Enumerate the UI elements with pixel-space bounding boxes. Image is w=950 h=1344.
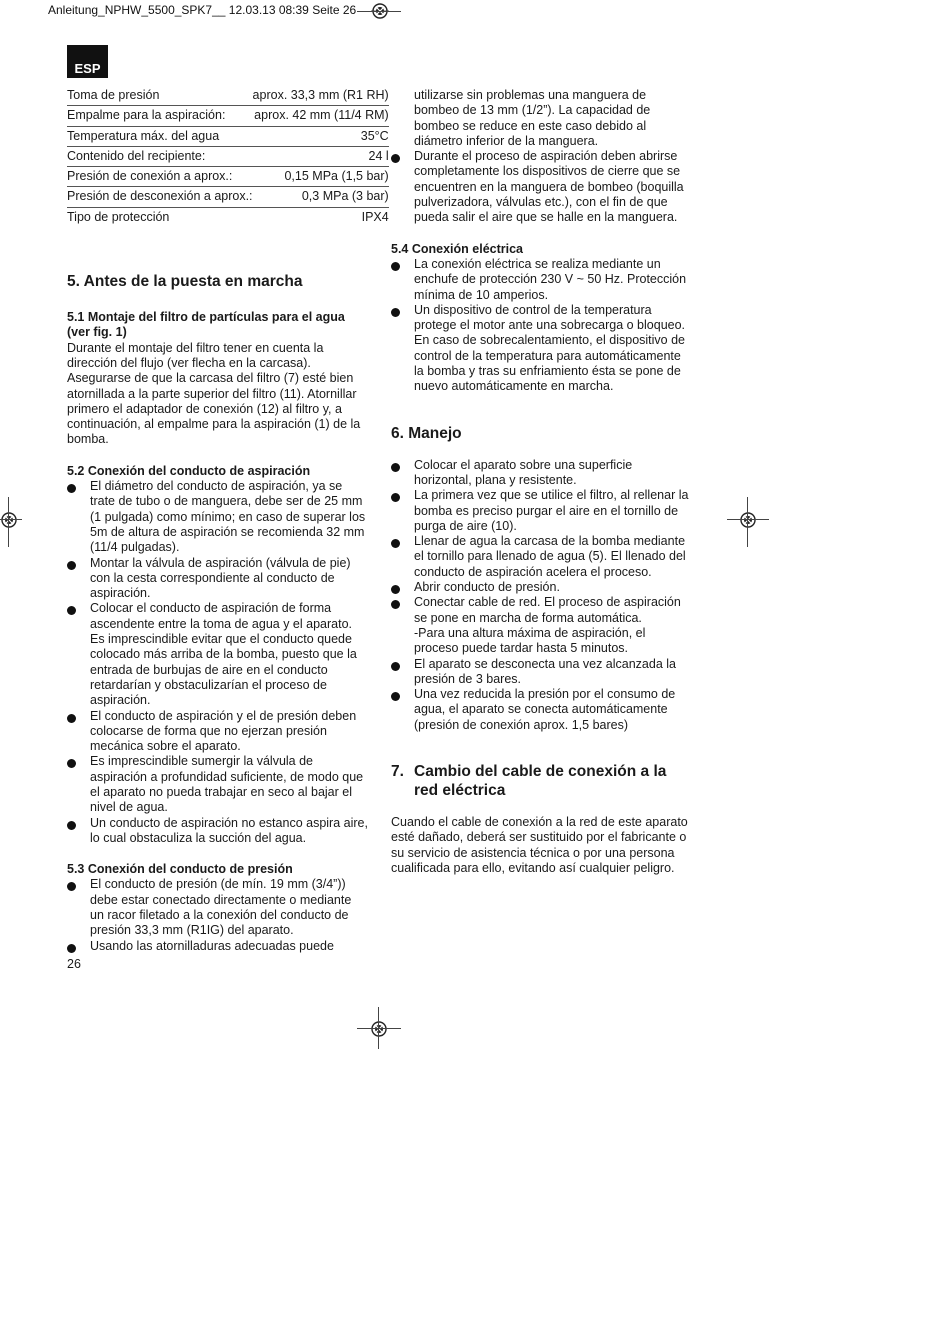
paragraph: Cuando el cable de conexión a la red de este aparato esté dañado, deberá ser sustituido por el fabricante o su servicio de asistencia técnica o por una persona cualificada para ello, evitando así cualquier peligro.	[391, 814, 688, 875]
list-item: Usando las atornilladuras adecuadas puede	[67, 939, 368, 954]
table-row	[67, 207, 389, 227]
spec-label: Contenido del recipiente:	[67, 146, 253, 166]
crop-line	[357, 1028, 401, 1029]
registration-mark-icon	[370, 1020, 388, 1038]
list-item: El conducto de aspiración y el de presión deben colocarse de forma que no ejerzan presión mecánica sobre el aparato.	[67, 709, 368, 755]
spec-value: aprox. 42 mm (11/4 RM)	[253, 106, 389, 126]
table-row	[67, 86, 389, 106]
spec-label: Temperatura máx. del agua	[67, 126, 253, 146]
bullet-icon	[67, 759, 76, 768]
list-item: Montar la válvula de aspiración (válvula de pie) con la cesta correspondiente al conducto de aspiración.	[67, 556, 368, 602]
bullet-icon	[67, 882, 76, 891]
table-row	[67, 126, 389, 146]
list-item: Conectar cable de red. El proceso de aspiración se pone en marcha de forma automática. -Para una altura máxima de aspiración, el proceso puede tardar hasta 5 minutos.	[391, 595, 691, 656]
page-number: 26	[67, 957, 81, 971]
table-row	[67, 167, 389, 187]
list-item: Colocar el conducto de aspiración de forma ascendente entre la toma de agua y el aparato. Es imprescindible evitar que el conducto quede colocado más arriba de la bomba, puesto que la entrada de burbujas de aire en el conducto retardarían y obstaculizarían el proceso de aspiración.	[67, 601, 368, 708]
spec-value: 0,15 MPa (1,5 bar)	[253, 167, 389, 187]
section-heading: 6. Manejo	[391, 424, 462, 442]
crop-line	[727, 519, 769, 520]
language-badge: ESP	[67, 45, 108, 78]
table-row	[67, 106, 389, 126]
subsection-heading: 5.1 Montaje del filtro de partículas para el agua (ver fig. 1)	[67, 310, 345, 340]
list-item: El aparato se desconecta una vez alcanzada la presión de 3 bares.	[391, 657, 691, 688]
spec-label: Empalme para la aspiración:	[67, 106, 253, 126]
list-item: Un dispositivo de control de la temperatura protege el motor ante una sobrecarga o bloqueo. En caso de sobrecalentamiento, el dispositivo de control de la temperatura para automáticamente la bomba y tras su enfriamiento ésta se pone de nuevo automáticamente en marcha.	[391, 303, 691, 395]
bullet-icon	[67, 606, 76, 615]
table-row	[67, 146, 389, 166]
print-header: Anleitung_NPHW_5500_SPK7__ 12.03.13 08:39 Seite 26	[48, 3, 357, 17]
bullet-icon	[391, 585, 400, 594]
bullet-icon	[391, 539, 400, 548]
crop-line	[8, 497, 9, 547]
crop-line	[378, 1007, 379, 1049]
list-item: La primera vez que se utilice el filtro, al rellenar la bomba es preciso purgar el aire en el tornillo de purga de aire (10).	[391, 488, 691, 534]
bullet-icon	[391, 308, 400, 317]
bullet-icon	[391, 463, 400, 472]
spec-label: Presión de conexión a aprox.:	[67, 167, 253, 187]
bullet-icon	[391, 493, 400, 502]
list-item: Abrir conducto de presión.	[391, 580, 691, 595]
spec-value: 35°C	[253, 126, 389, 146]
list-item: Colocar el aparato sobre una superficie horizontal, plana y resistente.	[391, 458, 691, 489]
bullet-icon	[391, 662, 400, 671]
list-item: La conexión eléctrica se realiza mediante un enchufe de protección 230 V ~ 50 Hz. Protección mínima de 10 amperios.	[391, 257, 691, 303]
bullet-icon	[67, 714, 76, 723]
registration-mark-icon	[739, 511, 757, 529]
bullet-icon	[391, 154, 400, 163]
spec-label: Toma de presión	[67, 86, 253, 106]
specs-table	[67, 86, 389, 227]
spec-value: 24 l	[253, 146, 389, 166]
bullet-icon	[391, 692, 400, 701]
bullet-icon	[67, 484, 76, 493]
spec-value: aprox. 33,3 mm (R1 RH)	[253, 86, 389, 106]
bullet-icon	[391, 600, 400, 609]
bullet-icon	[67, 561, 76, 570]
spec-label: Presión de desconexión a aprox.:	[67, 187, 253, 207]
bullet-icon	[67, 944, 76, 953]
list-item: Una vez reducida la presión por el consumo de agua, el aparato se conecta automáticamente (presión de conexión aprox. 1,5 bares)	[391, 687, 691, 733]
bullet-list	[391, 149, 691, 225]
section-heading: 7. Cambio del cable de conexión a la red eléctrica	[391, 762, 667, 799]
crop-line	[747, 497, 748, 547]
crop-line	[357, 11, 401, 12]
list-item: Es imprescindible sumergir la válvula de aspiración a profundidad suficiente, de modo que el aparato no pueda trabajar en seco al bajar el nivel de agua.	[67, 754, 368, 815]
list-item: El conducto de presión (de mín. 19 mm (3/4”)) debe estar conectado directamente o mediante un racor filetado a la conexión del conducto de presión 33,3 mm (R1IG) del aparato.	[67, 877, 368, 938]
section-heading: 5. Antes de la puesta en marcha	[67, 273, 303, 291]
list-item: El diámetro del conducto de aspiración, ya se trate de tubo o de manguera, debe ser de 25 mm (1 pulgada) como mínimo; en caso de superar los 5m de altura de aspiración se recomienda 32 mm (11/4 pulgadas).	[67, 479, 368, 555]
spec-value: 0,3 MPa (3 bar)	[253, 187, 389, 207]
paragraph: Durante el montaje del filtro tener en cuenta la dirección del flujo (ver flecha en la carcasa). Asegurarse de que la carcasa del filtro (7) esté bien atornillada a la parte superior del filtro (11). Atornillar primero el adaptador de conexión (12) al filtro y, a continuación, al empalme para la aspiración (1) de la bomba.	[67, 340, 361, 447]
list-item: Un conducto de aspiración no estanco aspira aire, lo cual obstaculiza la succión del agua.	[67, 816, 368, 847]
right-column	[391, 88, 691, 876]
spec-value: IPX4	[361, 209, 389, 224]
bullet-icon	[67, 821, 76, 830]
subsection-heading: 5.4 Conexión eléctrica	[391, 241, 524, 256]
spec-label: Tipo de protección	[67, 209, 170, 224]
bullet-list	[67, 877, 368, 953]
bullet-list	[391, 458, 691, 733]
crop-line	[0, 519, 22, 520]
subsection-heading: 5.3 Conexión del conducto de presión	[67, 862, 293, 877]
list-item: Llenar de agua la carcasa de la bomba mediante el tornillo para llenado de agua (5). El llenado del conducto de aspiración acelera el proceso.	[391, 534, 691, 580]
list-item: Durante el proceso de aspiración deben abrirse completamente los dispositivos de cierre que se encuentren en la manguera de bombeo (boquilla pulverizadora, válvulas etc.), con el fin de que pueda salir el aire que se halle en la manguera.	[391, 149, 691, 225]
bullet-list	[391, 257, 691, 395]
paragraph: utilizarse sin problemas una manguera de bombeo de 13 mm (1/2”). La capacidad de bombeo se reduce en este caso debido al diámetro inferior de la manguera.	[414, 88, 651, 148]
registration-mark-icon	[0, 511, 18, 529]
subsection-heading: 5.2 Conexión del conducto de aspiración	[67, 463, 311, 478]
bullet-list	[67, 479, 368, 846]
left-column	[67, 86, 389, 954]
table-row	[67, 187, 389, 207]
bullet-icon	[391, 262, 400, 271]
